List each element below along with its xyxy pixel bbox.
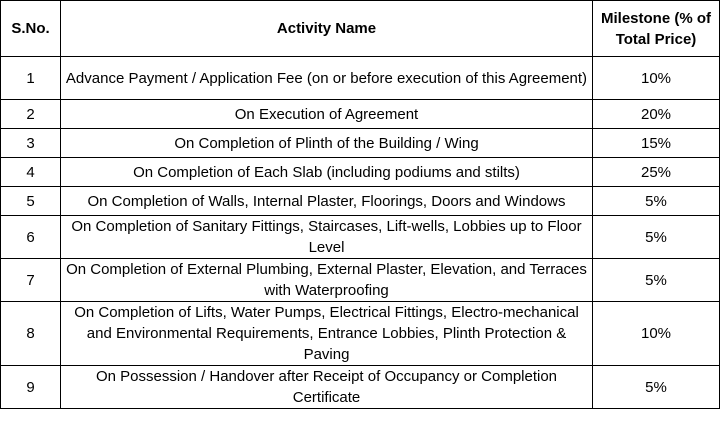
table-row <box>1 366 720 409</box>
header-sno: S.No. <box>1 1 61 57</box>
cell-milestone: 10% <box>593 302 720 366</box>
header-row <box>1 1 720 57</box>
cell-sno: 5 <box>1 187 61 216</box>
cell-milestone: 5% <box>593 187 720 216</box>
table-row <box>1 100 720 129</box>
cell-sno: 7 <box>1 259 61 302</box>
table-row <box>1 158 720 187</box>
table-header <box>1 1 720 57</box>
cell-sno: 8 <box>1 302 61 366</box>
table-body <box>1 57 720 409</box>
table-row <box>1 302 720 366</box>
header-milestone: Milestone (% of Total Price) <box>593 1 720 57</box>
table-row <box>1 57 720 100</box>
table-row <box>1 216 720 259</box>
cell-sno: 6 <box>1 216 61 259</box>
cell-activity: Advance Payment / Application Fee (on or before execution of this Agreement) <box>61 57 593 100</box>
cell-milestone: 5% <box>593 259 720 302</box>
cell-sno: 1 <box>1 57 61 100</box>
cell-activity: On Completion of Sanitary Fittings, Staircases, Lift-wells, Lobbies up to Floor Level <box>61 216 593 259</box>
table-row <box>1 129 720 158</box>
cell-milestone: 10% <box>593 57 720 100</box>
cell-sno: 3 <box>1 129 61 158</box>
cell-milestone: 5% <box>593 366 720 409</box>
cell-activity: On Completion of Plinth of the Building / Wing <box>61 129 593 158</box>
cell-activity: On Completion of Lifts, Water Pumps, Electrical Fittings, Electro-mechanical and Environmental Requirements, Entrance Lobbies, Plinth Protection & Paving <box>61 302 593 366</box>
cell-activity: On Completion of External Plumbing, External Plaster, Elevation, and Terraces with Waterproofing <box>61 259 593 302</box>
cell-sno: 4 <box>1 158 61 187</box>
cell-activity: On Completion of Walls, Internal Plaster, Floorings, Doors and Windows <box>61 187 593 216</box>
table-row <box>1 259 720 302</box>
cell-activity: On Execution of Agreement <box>61 100 593 129</box>
cell-activity: On Completion of Each Slab (including podiums and stilts) <box>61 158 593 187</box>
cell-milestone: 5% <box>593 216 720 259</box>
header-activity: Activity Name <box>61 1 593 57</box>
cell-milestone: 20% <box>593 100 720 129</box>
cell-sno: 9 <box>1 366 61 409</box>
cell-milestone: 15% <box>593 129 720 158</box>
table-row <box>1 187 720 216</box>
cell-sno: 2 <box>1 100 61 129</box>
cell-activity: On Possession / Handover after Receipt of Occupancy or Completion Certificate <box>61 366 593 409</box>
cell-milestone: 25% <box>593 158 720 187</box>
